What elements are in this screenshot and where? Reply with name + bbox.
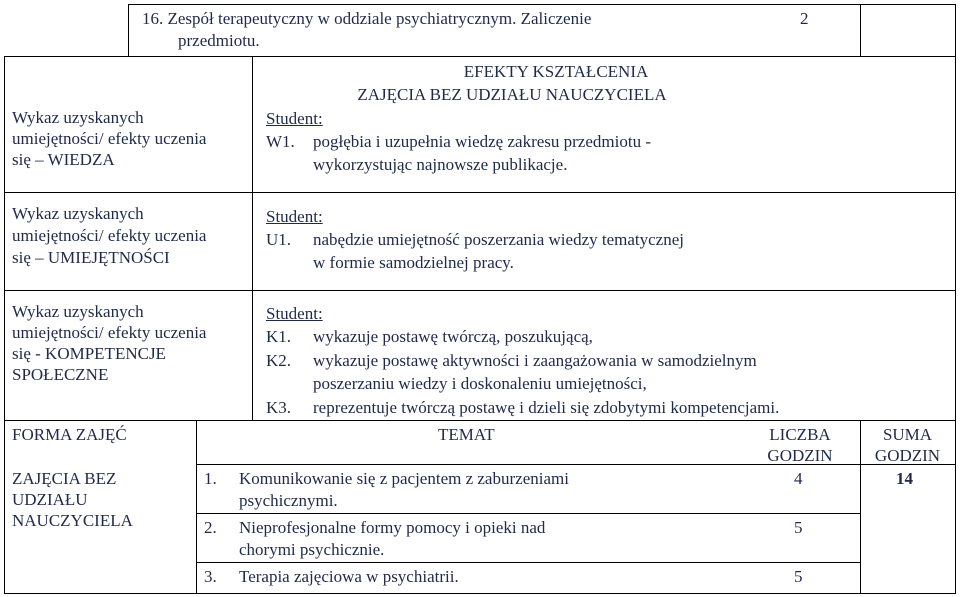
grid-line bbox=[4, 290, 956, 291]
umiejetnosci-label-line2: umiejętności/ efekty uczenia bbox=[12, 226, 207, 245]
topic-hours-1: 4 bbox=[794, 469, 803, 488]
effect-text-k3: reprezentuje twórczą postawę i dzieli się zdobytymi kompetencjami. bbox=[313, 398, 780, 417]
forma-value-line1: ZAJĘCIA BEZ bbox=[12, 469, 117, 488]
grid-line bbox=[4, 593, 956, 594]
umiejetnosci-label-line1: Wykaz uzyskanych bbox=[12, 204, 144, 223]
student-label: Student: bbox=[266, 304, 323, 323]
effect-text-u1-line2: w formie samodzielnej pracy. bbox=[313, 253, 514, 272]
grid-line bbox=[4, 56, 5, 594]
topic-text-2-line2: chorymi psychicznie. bbox=[239, 540, 385, 559]
efekty-heading-line2: ZAJĘCIA BEZ UDZIAŁU NAUCZYCIELA bbox=[357, 85, 667, 104]
topic-text-1-line1: Komunikowanie się z pacjentem z zaburzeniami bbox=[239, 469, 569, 488]
wiedza-label-line2: umiejętności/ efekty uczenia bbox=[12, 129, 207, 148]
student-label: Student: bbox=[266, 109, 323, 128]
topic-num-3: 3. bbox=[204, 567, 217, 586]
grid-line bbox=[196, 562, 860, 563]
efekty-heading-line1: EFEKTY KSZTAŁCENIA bbox=[463, 62, 649, 81]
kompetencje-label-line2: umiejętności/ efekty uczenia bbox=[12, 323, 207, 342]
kompetencje-label-line3: się - KOMPETENCJE bbox=[12, 344, 166, 363]
kompetencje-label-line4: SPOŁECZNE bbox=[12, 365, 109, 384]
effect-code-w1: W1. bbox=[266, 132, 295, 151]
grid-line bbox=[4, 420, 956, 421]
grid-line bbox=[955, 4, 956, 594]
topic-text-1-line2: psychicznymi. bbox=[239, 491, 338, 510]
wiedza-label-line3: się – WIEDZA bbox=[12, 150, 115, 169]
grid-line bbox=[196, 513, 860, 514]
topic-hours: 2 bbox=[800, 9, 809, 28]
effect-text-k2-line2: poszerzaniu wiedzy i doskonaleniu umiejętności, bbox=[313, 374, 647, 393]
forma-value-line3: NAUCZYCIELA bbox=[12, 511, 133, 530]
student-label: Student: bbox=[266, 207, 323, 226]
grid-line bbox=[252, 56, 253, 420]
topic-title-line1: 16. Zespół terapeutyczny w oddziale psychiatrycznym. Zaliczenie bbox=[142, 9, 592, 28]
grid-line bbox=[128, 4, 956, 5]
grid-line bbox=[860, 4, 861, 56]
forma-value-line2: UDZIAŁU bbox=[12, 490, 88, 509]
topic-hours-3: 5 bbox=[794, 567, 803, 586]
topic-text-2-line1: Nieprofesjonalne formy pomocy i opieki nad bbox=[239, 518, 546, 537]
effect-code-k3: K3. bbox=[266, 398, 292, 417]
topic-hours-2: 5 bbox=[794, 518, 803, 537]
topic-num-2: 2. bbox=[204, 518, 217, 537]
effect-code-k2: K2. bbox=[266, 351, 292, 370]
suma-header-line2: GODZIN bbox=[874, 446, 941, 465]
liczba-header-line1: LICZBA bbox=[769, 425, 831, 444]
grid-line bbox=[4, 192, 956, 193]
liczba-header-line2: GODZIN bbox=[767, 446, 833, 465]
forma-header: FORMA ZAJĘĆ bbox=[12, 425, 127, 444]
suma-header-line1: SUMA bbox=[882, 425, 933, 444]
effect-text-w1-line2: wykorzystując najnowsze publikacje. bbox=[313, 155, 568, 174]
grid-line bbox=[196, 420, 197, 594]
effect-text-k2-line1: wykazuje postawę aktywności i zaangażowania w samodzielnym bbox=[313, 351, 757, 370]
topic-title-line2: przedmiotu. bbox=[178, 31, 260, 50]
effect-text-u1-line1: nabędzie umiejętność poszerzania wiedzy tematycznej bbox=[313, 230, 684, 249]
effect-text-k1: wykazuje postawę twórczą, poszukującą, bbox=[313, 327, 593, 346]
effect-code-u1: U1. bbox=[266, 230, 292, 249]
temat-header: TEMAT bbox=[438, 425, 495, 444]
wiedza-label-line1: Wykaz uzyskanych bbox=[12, 108, 144, 127]
effect-code-k1: K1. bbox=[266, 327, 292, 346]
kompetencje-label-line1: Wykaz uzyskanych bbox=[12, 302, 144, 321]
topic-text-3: Terapia zajęciowa w psychiatrii. bbox=[239, 567, 459, 586]
grid-line bbox=[128, 4, 129, 56]
suma-value: 14 bbox=[896, 469, 913, 488]
umiejetnosci-label-line3: się – UMIEJĘTNOŚCI bbox=[12, 248, 170, 267]
effect-text-w1-line1: pogłębia i uzupełnia wiedzę zakresu przedmiotu - bbox=[313, 132, 651, 151]
grid-line bbox=[4, 56, 956, 57]
topic-num-1: 1. bbox=[204, 469, 217, 488]
